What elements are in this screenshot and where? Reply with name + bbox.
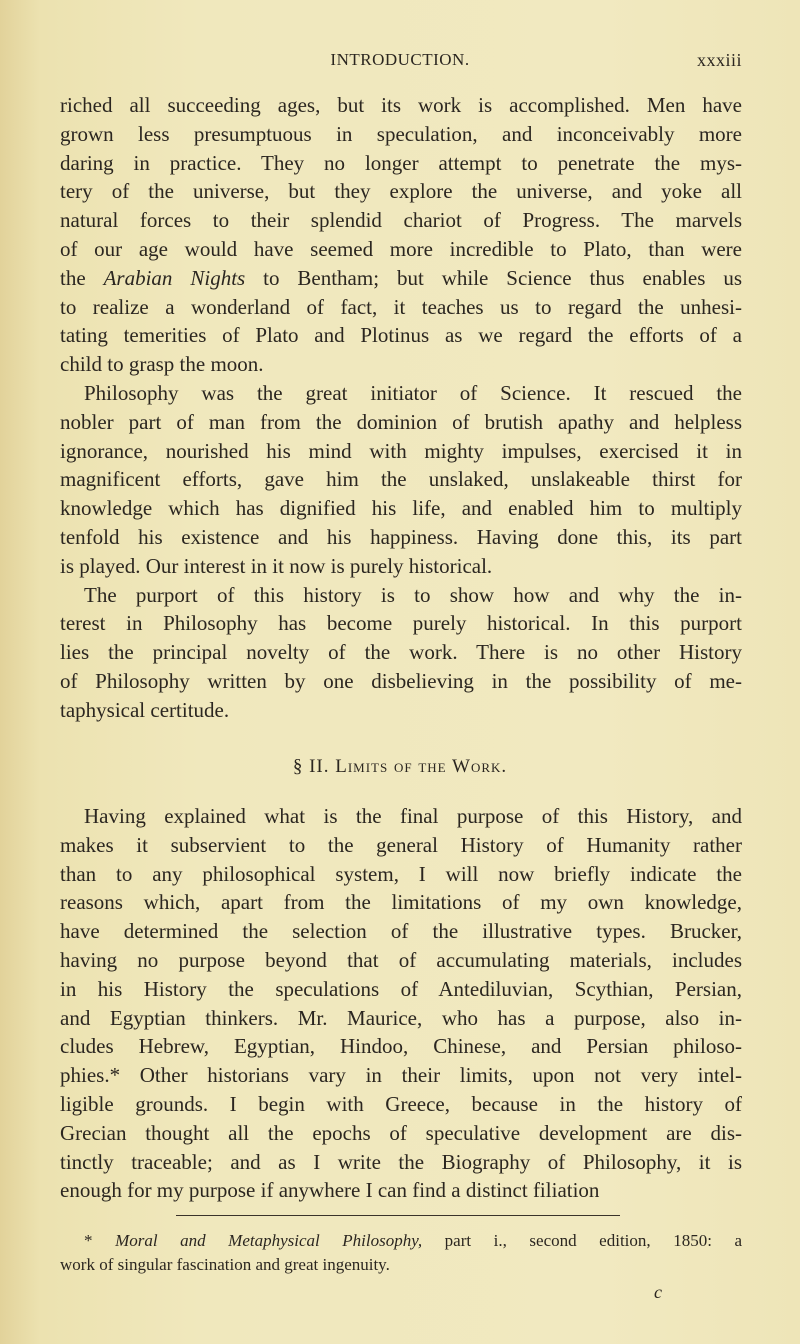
text-line	[60, 860, 742, 889]
text-run: to realize a wonderland of fact, it teaches us to regard the unhesi-	[60, 294, 742, 319]
section-one-body	[60, 91, 742, 725]
text-run: taphysical certitude.	[60, 697, 230, 722]
text-run: and Egyptian thinkers. Mr. Maurice, who has a purpose, also in-	[60, 1005, 742, 1030]
text-line	[60, 667, 742, 696]
text-line	[60, 177, 742, 206]
text-run: part i., second edition, 1850: a	[422, 1231, 742, 1250]
text-line	[60, 802, 742, 831]
text-run: reasons which, apart from the limitations of my own knowledge,	[60, 890, 742, 915]
running-header: INTRODUCTION.	[330, 50, 470, 69]
text-run: knowledge which has dignified his life, and enabled him to multiply	[60, 496, 742, 521]
text-run: work of singular fascination and great ingenuity.	[60, 1255, 390, 1274]
text-run: have determined the selection of the illustrative types. Brucker,	[60, 919, 742, 944]
text-run: nobler part of man from the dominion of brutish apathy and helpless	[60, 409, 742, 434]
text-run: having no purpose beyond that of accumulating materials, includes	[60, 947, 742, 972]
text-line	[60, 379, 742, 408]
text-line	[60, 523, 742, 552]
text-line	[60, 437, 742, 466]
text-line	[60, 91, 742, 120]
text-run: the	[60, 265, 104, 290]
text-run: ligible grounds. I begin with Greece, because in the history of	[60, 1091, 742, 1116]
text-run: natural forces to their splendid chariot of Progress. The marvels	[60, 208, 742, 233]
text-run: lies the principal novelty of the work. There is no other History	[60, 640, 742, 665]
text-line	[60, 1061, 742, 1090]
text-line	[60, 581, 742, 610]
text-run: phies.* Other historians vary in their limits, upon not very intel-	[60, 1063, 742, 1088]
footnote-divider	[176, 1215, 620, 1216]
text-line	[60, 264, 742, 293]
text-run: terest in Philosophy has become purely historical. In this purport	[60, 611, 742, 636]
text-line	[60, 1229, 742, 1253]
section-heading	[0, 756, 800, 778]
text-run: Philosophy was the great initiator of Science. It rescued the	[84, 380, 742, 405]
text-run: Grecian thought all the epochs of speculative development are dis-	[60, 1120, 742, 1145]
text-run: to Bentham; but while Science thus enables us	[245, 265, 742, 290]
text-run: in his History the speculations of Antediluvian, Scythian, Persian,	[60, 976, 742, 1001]
text-line	[60, 120, 742, 149]
section-two-body	[60, 802, 742, 1205]
text-line	[60, 494, 742, 523]
text-run: than to any philosophical system, I will now briefly indicate the	[60, 861, 742, 886]
text-run: tery of the universe, but they explore the universe, and yoke all	[60, 179, 742, 204]
text-run: Having explained what is the final purpose of this History, and	[84, 804, 742, 828]
text-line	[60, 149, 742, 178]
text-line	[60, 975, 742, 1004]
text-line	[60, 465, 742, 494]
text-line	[60, 638, 742, 667]
text-line	[60, 946, 742, 975]
text-line	[60, 408, 742, 437]
section-title: Limits of the Work.	[335, 756, 508, 777]
italic-title: Arabian Nights	[103, 265, 246, 290]
text-line	[60, 293, 742, 322]
text-line	[60, 350, 742, 379]
text-run: makes it subservient to the general History of Humanity rather	[60, 832, 742, 857]
text-line	[60, 609, 742, 638]
text-run: tinctly traceable; and as I write the Biography of Philosophy, it is	[60, 1149, 742, 1174]
text-line	[60, 1176, 742, 1205]
text-run: daring in practice. They no longer attempt to penetrate the mys-	[60, 150, 742, 175]
text-run: *	[84, 1231, 116, 1250]
text-run: enough for my purpose if anywhere I can find a distinct filiation	[60, 1178, 600, 1203]
text-line	[60, 1032, 742, 1061]
text-run: ignorance, nourished his mind with mighty impulses, exercised it in	[60, 438, 742, 463]
text-run: child to grasp the moon.	[60, 352, 264, 377]
italic-title: Moral and Metaphysical Philosophy,	[115, 1231, 423, 1250]
text-run: cludes Hebrew, Egyptian, Hindoo, Chinese, and Persian philoso-	[60, 1034, 742, 1059]
signature-mark: c	[654, 1282, 662, 1302]
text-line	[60, 1119, 742, 1148]
text-run: grown less presumptuous in speculation, and inconceivably more	[60, 121, 742, 146]
text-run: tenfold his existence and his happiness. Having done this, its part	[60, 524, 742, 549]
text-line	[60, 1253, 742, 1277]
text-line	[60, 917, 742, 946]
text-line	[60, 1004, 742, 1033]
text-line	[60, 1148, 742, 1177]
text-run: tating temerities of Plato and Plotinus as we regard the efforts of a	[60, 323, 742, 348]
section-number: § II.	[292, 756, 330, 777]
text-line	[60, 552, 742, 581]
text-run: is played. Our interest in it now is purely historical.	[60, 553, 493, 578]
text-run: riched all succeeding ages, but its work is accomplished. Men have	[60, 93, 742, 117]
text-run: of Philosophy written by one disbelieving in the possibility of me-	[60, 668, 742, 693]
text-line	[60, 321, 742, 350]
text-run: The purport of this history is to show how and why the in-	[84, 582, 742, 607]
text-line	[60, 831, 742, 860]
text-line	[60, 696, 742, 725]
footnote	[60, 1229, 742, 1277]
text-run: magnificent efforts, gave him the unslaked, unslakeable thirst for	[60, 467, 742, 492]
text-line	[60, 888, 742, 917]
text-line	[60, 206, 742, 235]
text-line	[60, 235, 742, 264]
page-number: xxxiii	[696, 50, 742, 70]
text-line	[60, 1090, 742, 1119]
text-run: of our age would have seemed more incredible to Plato, than were	[60, 236, 742, 261]
